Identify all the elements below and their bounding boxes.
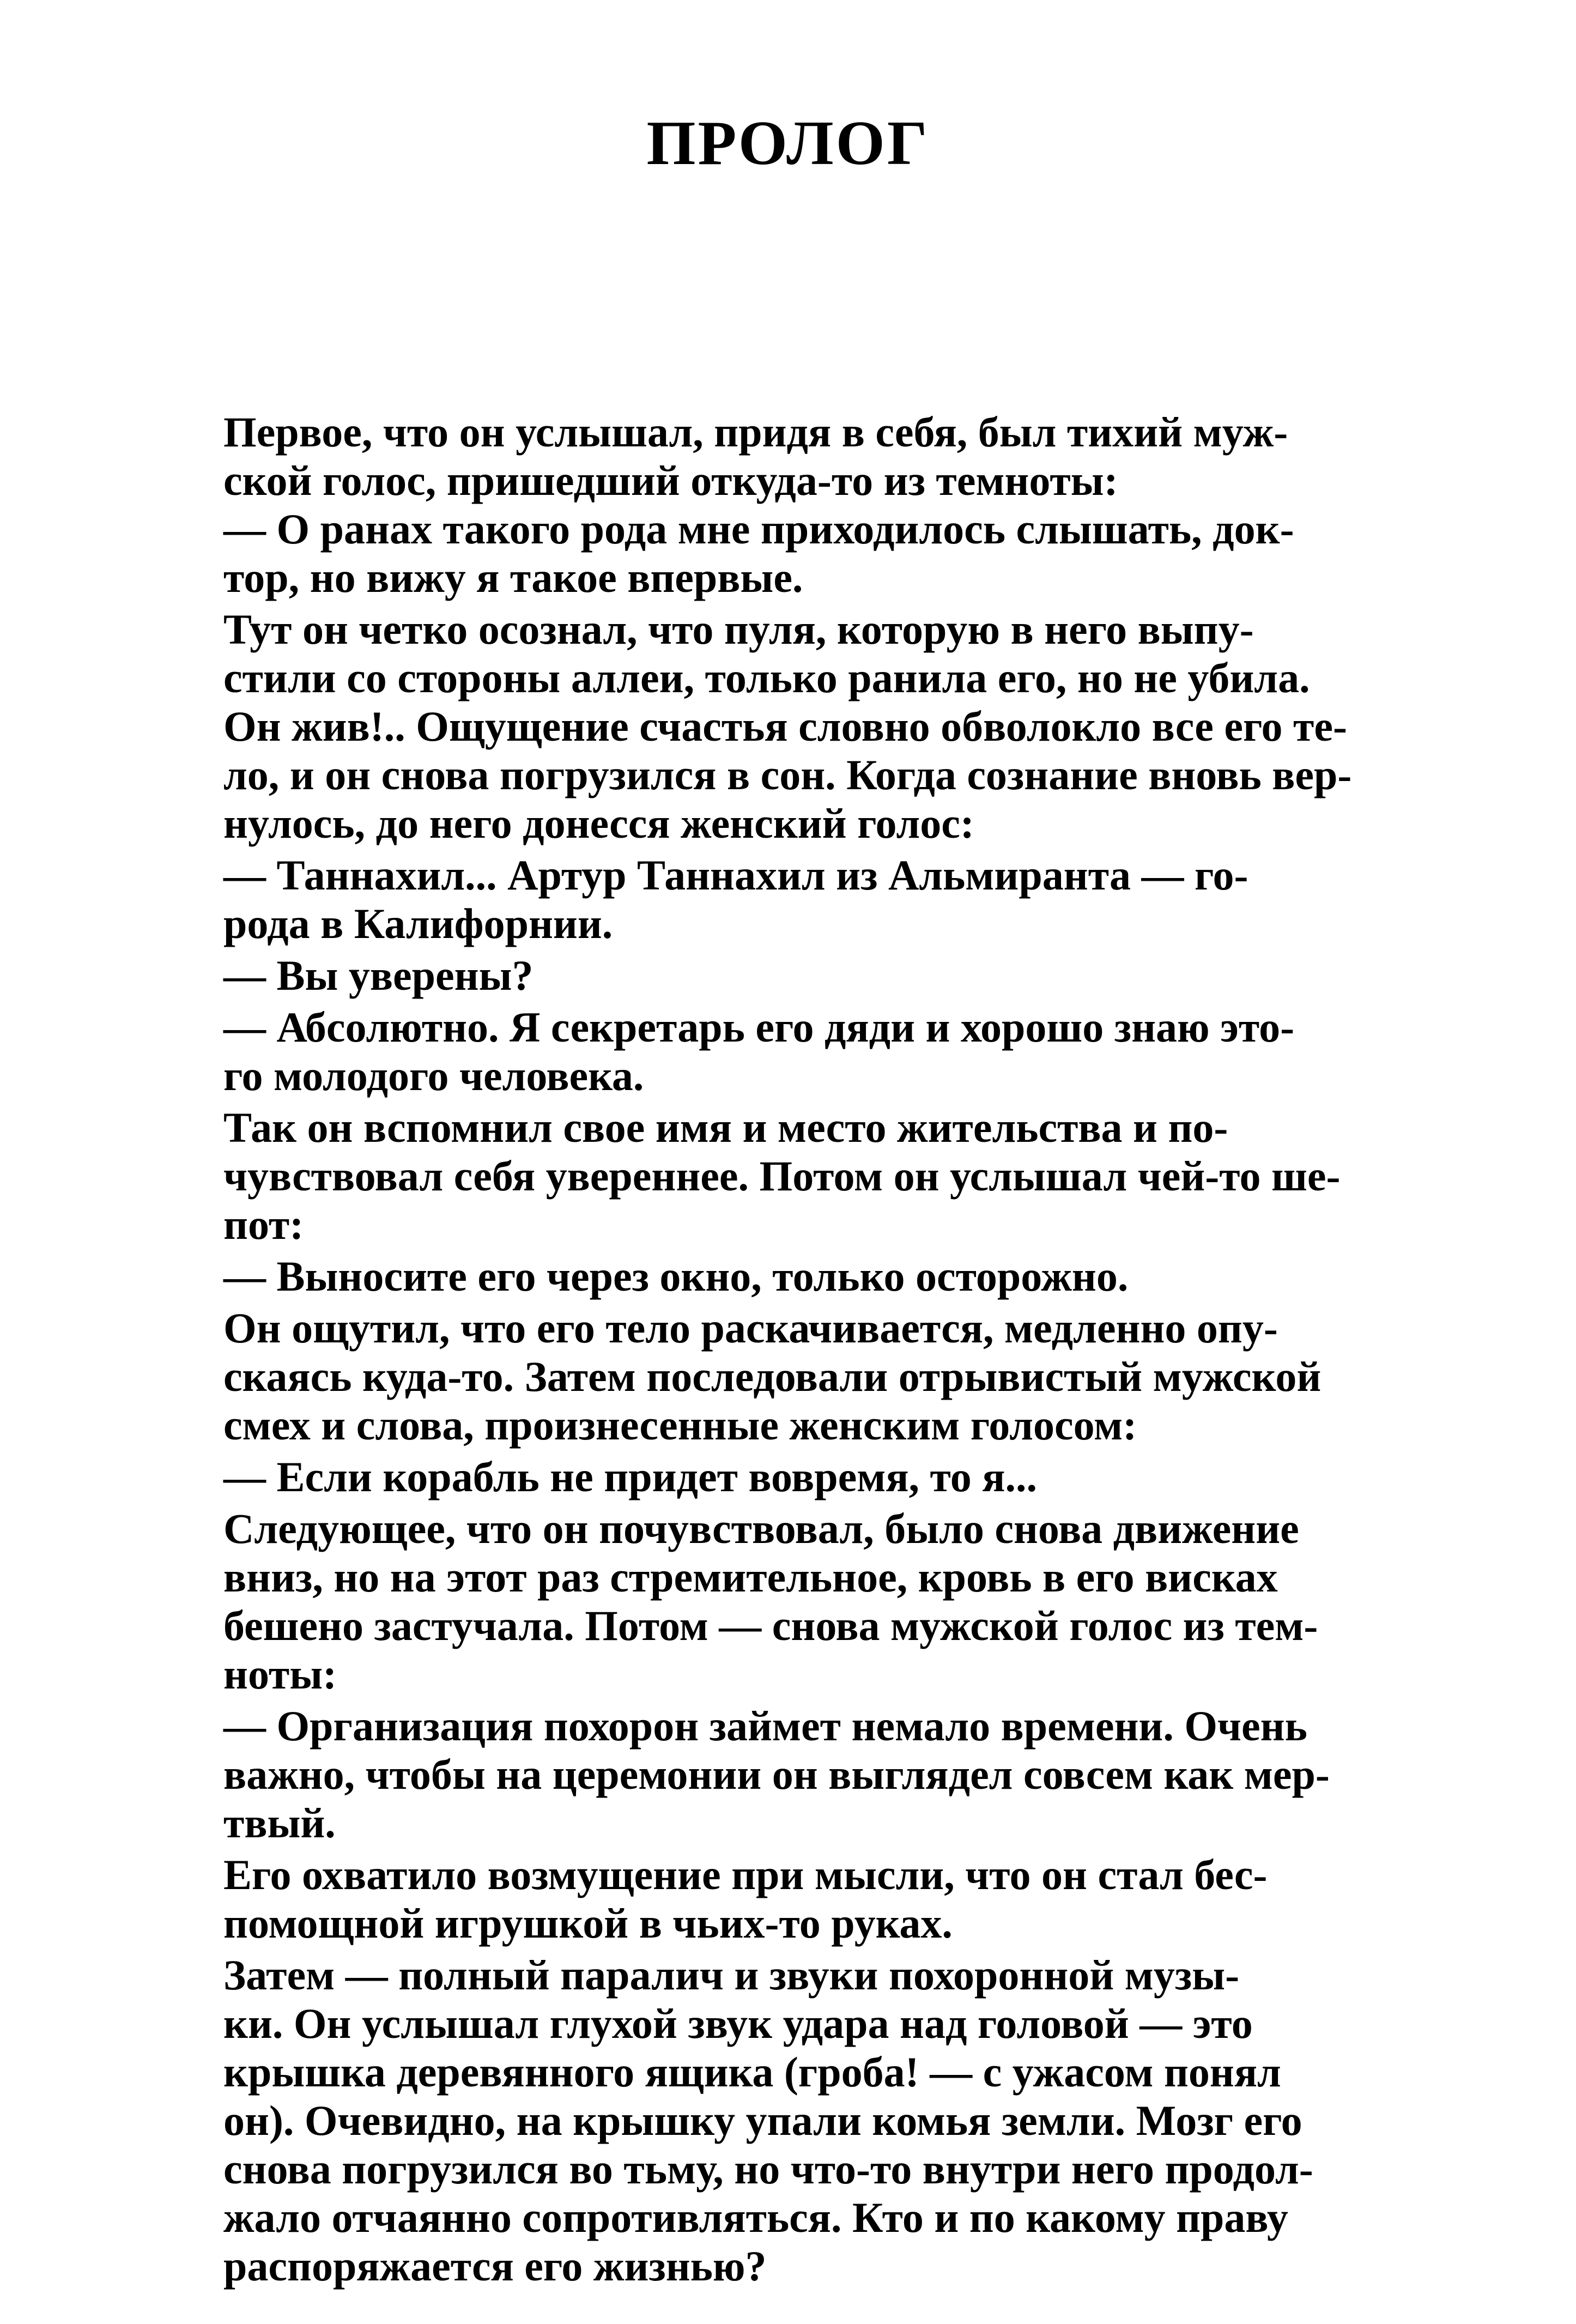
text-line: — Выносите его через окно, только осторожно. [223,1252,1129,1300]
text-line: жало отчаянно сопротивляться. Кто и по какому праву [223,2194,1288,2241]
text-line: Следующее, что он почувствовал, было снова движение [223,1505,1299,1552]
text-line: Так он вспомнил свое имя и место жительства и по- [223,1104,1228,1151]
text-line: Первое, что он услышал, придя в себя, был тихий муж- [223,408,1288,456]
text-line: ской голос, пришедший откуда-то из темноты: [223,457,1118,504]
chapter-title: ПРОЛОГ [646,108,930,178]
text-line: твый. [223,1799,336,1847]
text-line: распоряжается его жизнью? [223,2242,767,2290]
text-line: го молодого человека. [223,1052,644,1099]
text-line: он). Очевидно, на крышку упали комья земли. Мозг его [223,2097,1302,2144]
text-line: скаясь куда-то. Затем последовали отрывистый мужской [223,1353,1322,1400]
text-line: — Если корабль не придет вовремя, то я... [223,1453,1038,1500]
text-line: — Таннахил... Артур Таннахил из Альмиранта — го- [223,851,1248,899]
text-line: чувствовал себя увереннее. Потом он услышал чей-то ше- [223,1152,1341,1200]
text-line: бешено застучала. Потом — снова мужской голос из тем- [223,1602,1318,1649]
text-line: — Вы уверены? [223,952,534,999]
text-line: вниз, но на этот раз стремительное, кровь в его висках [223,1553,1278,1601]
text-line: Тут он четко осознал, что пуля, которую в него выпу- [223,606,1254,653]
text-line: — Абсолютно. Я секретарь его дяди и хорошо знаю это- [223,1003,1295,1051]
text-line: тор, но вижу я такое впервые. [223,554,803,601]
text-line: смех и слова, произнесенные женским голосом: [223,1401,1137,1449]
text-line: ло, и он снова погрузился в сон. Когда сознание вновь вер- [223,751,1352,798]
prologue-text [223,408,1439,2290]
text-line: помощной игрушкой в чьих-то руках. [223,1899,953,1947]
text-line: Он ощутил, что его тело раскачивается, медленно опу- [223,1304,1278,1352]
text-line: стили со стороны аллеи, только ранила его, но не убила. [223,654,1310,701]
text-line: Его охватило возмущение при мысли, что он стал бес- [223,1851,1268,1898]
text-line: пот: [223,1201,304,1248]
text-line: Он жив!.. Ощущение счастья словно обволокло все его те- [223,703,1347,750]
text-line: важно, чтобы на церемонии он выглядел совсем как мер- [223,1751,1330,1798]
text-line: — Организация похорон займет немало времени. Очень [223,1702,1307,1750]
text-line: крышка деревянного ящика (гроба! — с ужасом понял [223,2048,1281,2096]
text-line: Затем — полный паралич и звуки похоронной музы- [223,1951,1240,1999]
text-line: ноты: [223,1650,337,1698]
text-line: рода в Калифорнии. [223,900,613,947]
text-line: снова погрузился во тьму, но что-то внутри него продол- [223,2145,1313,2193]
text-line: ки. Он услышал глухой звук удара над головой — это [223,2000,1253,2047]
text-line: — О ранах такого рода мне приходилось слышать, док- [223,505,1294,553]
text-line: нулось, до него донесся женский голос: [223,800,974,847]
